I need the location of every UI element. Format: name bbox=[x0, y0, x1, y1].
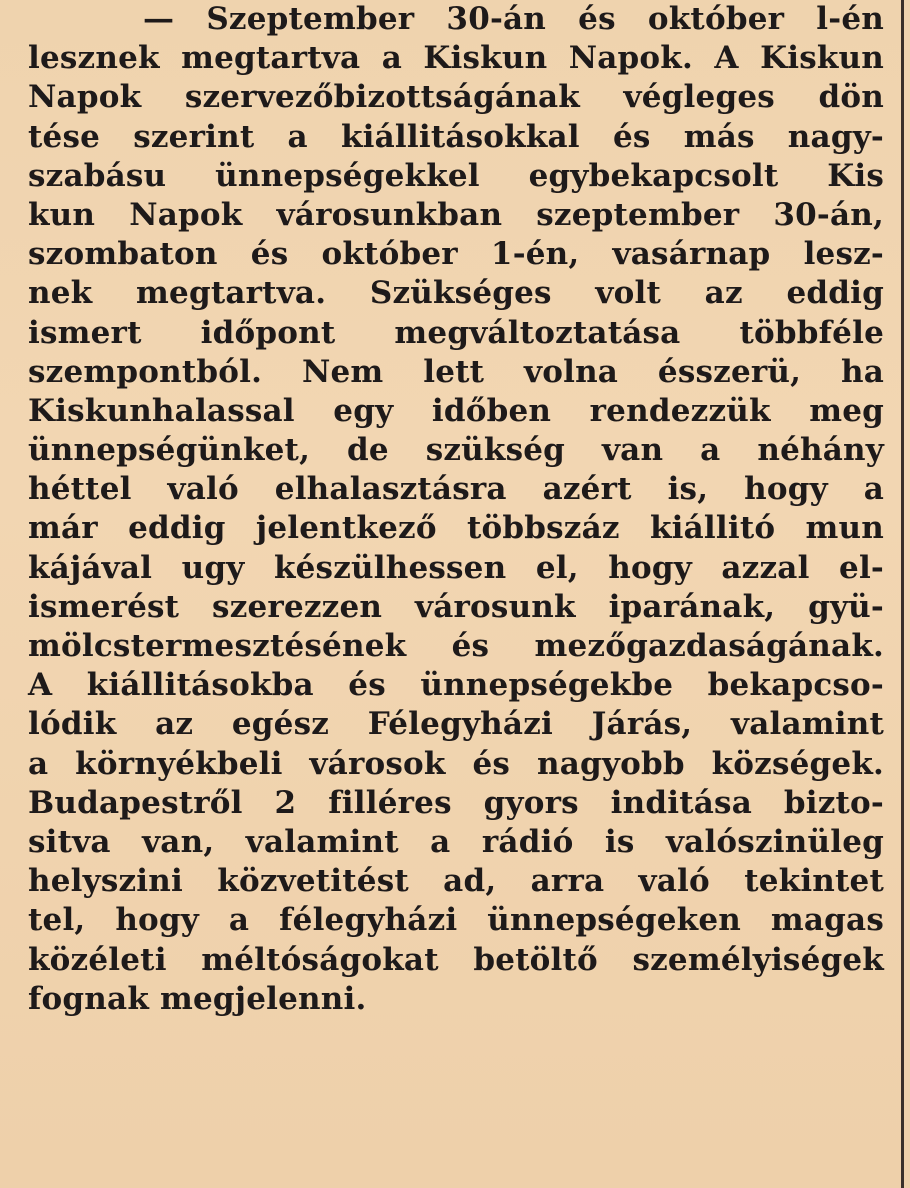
article-line: lesznek megtartva a Kiskun Napok. A Kiskun bbox=[28, 40, 884, 77]
article-line: helyszini közvetitést ad, arra való tekintet bbox=[28, 863, 884, 900]
article-line: ismerést szerezzen városunk iparának, gyü- bbox=[28, 588, 884, 625]
article-line-last: fognak megjelenni. bbox=[28, 980, 367, 1017]
article-line: a környékbeli városok és nagyobb községek. bbox=[28, 745, 884, 782]
article-line: közéleti méltóságokat betöltő személyiségek bbox=[28, 941, 884, 978]
article-line: nek megtartva. Szükséges volt az eddig bbox=[28, 275, 884, 312]
article-line: ünnepségünket, de szükség van a néhány bbox=[28, 432, 884, 469]
article-line: már eddig jelentkező többszáz kiállitó mun bbox=[28, 510, 884, 547]
article-line: héttel való elhalasztásra azért is, hogy a bbox=[28, 471, 884, 508]
article-line: mölcstermesztésének és mezőgazdaságának. bbox=[28, 628, 884, 664]
article-line: Kiskunhalassal egy időben rendezzük meg bbox=[28, 392, 884, 429]
article-line: szempontból. Nem lett volna ésszerü, ha bbox=[28, 353, 884, 390]
bleed-through-text-bottom bbox=[0, 1154, 890, 1180]
column-rule bbox=[901, 0, 904, 1188]
article-line: A kiállitásokba és ünnepségekbe bekapcso- bbox=[28, 667, 884, 704]
article-line: lódik az egész Félegyházi Járás, valamint bbox=[28, 706, 884, 743]
article-body bbox=[28, 0, 884, 1019]
article-line: szombaton és október 1-én, vasárnap lesz- bbox=[28, 236, 884, 273]
article-line: kájával ugy készülhessen el, hogy azzal el- bbox=[28, 549, 884, 586]
article-line: tése szerint a kiállitásokkal és más nagy- bbox=[28, 118, 884, 155]
article-line: — Szeptember 30-án és október l-én bbox=[143, 1, 884, 37]
article-line: tel, hogy a félegyházi ünnepségeken magas bbox=[28, 902, 884, 939]
article-line: Budapestről 2 filléres gyors inditása bizto- bbox=[28, 784, 884, 821]
article-line: Napok szervezőbizottságának végleges dön bbox=[28, 79, 884, 116]
article-line: sitva van, valamint a rádió is valószinüleg bbox=[28, 823, 884, 860]
article-line: szabásu ünnepségekkel egybekapcsolt Kis bbox=[28, 157, 884, 194]
article-line: kun Napok városunkban szeptember 30-án, bbox=[28, 196, 884, 233]
article-line: ismert időpont megváltoztatása többféle bbox=[28, 314, 884, 351]
